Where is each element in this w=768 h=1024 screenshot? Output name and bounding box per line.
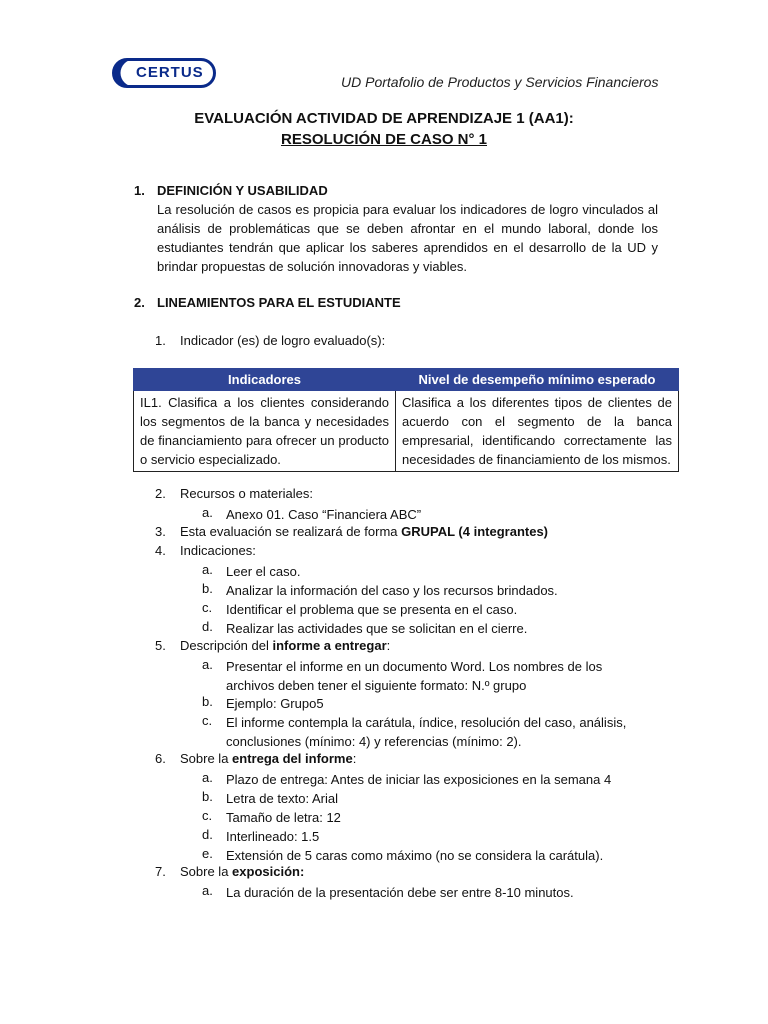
page-title: EVALUACIÓN ACTIVIDAD DE APRENDIZAJE 1 (AA1): <box>194 110 574 127</box>
item-6e-letter: e. <box>202 846 213 861</box>
item-5c-letter: c. <box>202 713 213 728</box>
item-2a-text: Anexo 01. Caso “Financiera ABC” <box>226 507 422 522</box>
table-header-level: Nivel de desempeño mínimo esperado <box>396 369 679 391</box>
item-5b-letter: b. <box>202 694 213 709</box>
item-6d-text: Interlineado: 1.5 <box>226 829 320 844</box>
item-6d-letter: d. <box>202 827 213 842</box>
item-6a-letter: a. <box>202 770 213 785</box>
course-name: UD Portafolio de Productos y Servicios Financieros <box>341 74 659 90</box>
table-cell-level: Clasifica a los diferentes tipos de clientes de acuerdo con el segmento de la banca empresarial, identificando correctamente las necesidades de financiamiento de los mismos. <box>396 391 679 472</box>
item-6c-text: Tamaño de letra: 12 <box>226 810 341 825</box>
item-6b-text: Letra de texto: Arial <box>226 791 339 806</box>
item-6a-text: Plazo de entrega: Antes de iniciar las exposiciones en la semana 4 <box>226 772 612 787</box>
item-5b-text: Ejemplo: Grupo5 <box>226 696 324 711</box>
page-subtitle: RESOLUCIÓN DE CASO N° 1 <box>280 131 488 148</box>
logo-text: CERTUS <box>136 64 204 81</box>
item-6-text: Sobre la entrega del informe: <box>180 751 357 766</box>
item-2a-letter: a. <box>202 505 213 520</box>
section-2-number: 2. <box>134 295 145 310</box>
item-4d-letter: d. <box>202 619 213 634</box>
section-1-text: La resolución de casos es propicia para evaluar los indicadores de logro vinculados al análisis de problemáticas que se deben afrontar en el mundo laboral, donde los estudiantes tendrán que aplicar los saberes aprendidos en el desarrollo de la UD y brindar propuestas de solución innovadoras y viables. <box>157 202 658 274</box>
item-5-text: Descripción del informe a entregar: <box>180 638 391 653</box>
certus-logo <box>112 58 216 88</box>
item-5a-text: Presentar el informe en un documento Word. Los nombres de los archivos deben tener el siguiente formato: N.º grupo <box>226 659 603 693</box>
item-4c-text: Identificar el problema que se presenta en el caso. <box>226 602 518 617</box>
section-1-number: 1. <box>134 183 145 198</box>
item-6-number: 6. <box>155 751 166 766</box>
item-4-text: Indicaciones: <box>180 543 256 558</box>
indicators-table <box>133 368 679 472</box>
item-5-number: 5. <box>155 638 166 653</box>
table-cell-indicator: IL1. Clasifica a los clientes considerando los segmentos de la banca y necesidades de financiamiento para ofrecer un producto o servicio especializado. <box>134 391 396 472</box>
item-4a-letter: a. <box>202 562 213 577</box>
item-6c-letter: c. <box>202 808 213 823</box>
item-4d-text: Realizar las actividades que se solicitan en el cierre. <box>226 621 528 636</box>
item-3-text: Esta evaluación se realizará de forma GRUPAL (4 integrantes) <box>180 524 548 539</box>
item-4-number: 4. <box>155 543 166 558</box>
item-7a-text: La duración de la presentación debe ser entre 8-10 minutos. <box>226 885 574 900</box>
item-7-number: 7. <box>155 864 166 879</box>
item-1-number: 1. <box>155 333 166 348</box>
table-row <box>134 391 679 472</box>
item-1-text: Indicador (es) de logro evaluado(s): <box>180 333 386 348</box>
item-7-text: Sobre la exposición: <box>180 864 305 879</box>
item-3-number: 3. <box>155 524 166 539</box>
section-1-heading: DEFINICIÓN Y USABILIDAD <box>157 183 328 198</box>
item-7a-letter: a. <box>202 883 213 898</box>
item-2-text: Recursos o materiales: <box>180 486 313 501</box>
item-4a-text: Leer el caso. <box>226 564 301 579</box>
table-header-indicators: Indicadores <box>134 369 396 391</box>
item-6e-text: Extensión de 5 caras como máximo (no se considera la carátula). <box>226 848 604 863</box>
item-5a-letter: a. <box>202 657 213 672</box>
item-4c-letter: c. <box>202 600 213 615</box>
item-4b-text: Analizar la información del caso y los recursos brindados. <box>226 583 558 598</box>
section-2-heading: LINEAMIENTOS PARA EL ESTUDIANTE <box>157 295 401 310</box>
item-4b-letter: b. <box>202 581 213 596</box>
item-2-number: 2. <box>155 486 166 501</box>
item-5c-text: El informe contempla la carátula, índice, resolución del caso, análisis, conclusiones (mínimo: 4) y referencias (mínimo: 2). <box>226 715 627 749</box>
item-6b-letter: b. <box>202 789 213 804</box>
